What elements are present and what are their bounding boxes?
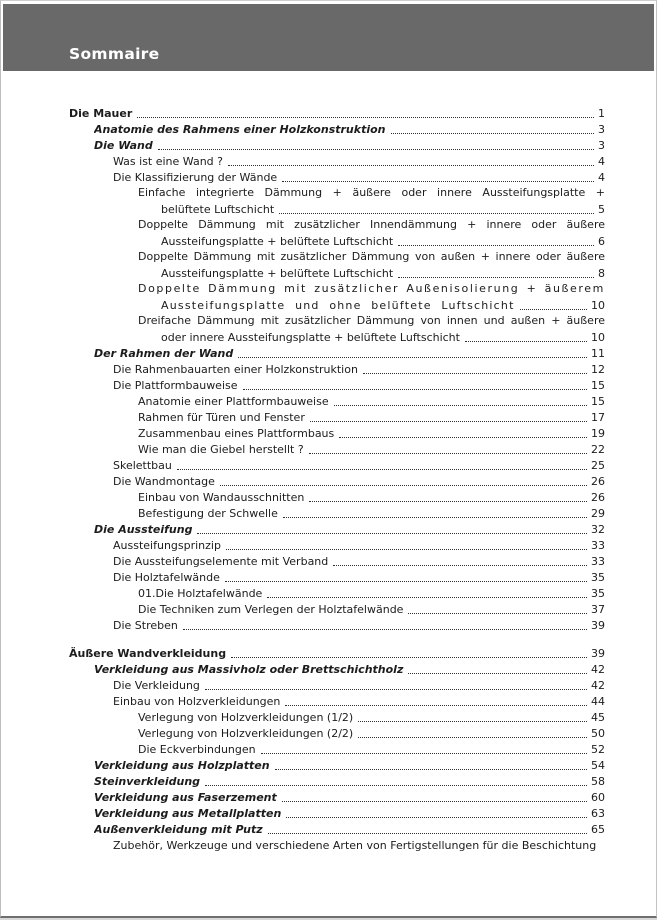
toc-page-number: 15	[591, 379, 605, 392]
toc-entry	[69, 725, 605, 741]
toc-entry-row	[94, 121, 605, 137]
toc-entry-row	[113, 837, 605, 853]
toc-entry	[69, 569, 605, 585]
toc-entry-label: Was ist eine Wand ?	[113, 155, 223, 168]
toc-entry	[69, 217, 605, 249]
toc-entry	[69, 169, 605, 185]
dot-leader	[279, 213, 594, 214]
toc-page-number: 4	[598, 155, 605, 168]
dot-leader	[334, 405, 587, 406]
toc-entry	[69, 757, 605, 773]
toc-entry-label: Äußere Wandverkleidung	[69, 647, 227, 660]
dot-leader	[137, 117, 594, 118]
toc-entry-row	[94, 789, 605, 805]
toc-entry-row	[94, 773, 605, 789]
dot-leader	[231, 657, 587, 658]
toc-entry-label: Wie man die Giebel herstellt ?	[138, 443, 304, 456]
toc-entry-row	[94, 345, 605, 361]
section-gap	[69, 633, 605, 645]
toc-entry-line2	[161, 265, 605, 281]
toc-entry-row	[138, 393, 605, 409]
toc-entry-row	[94, 661, 605, 677]
toc-entry-label: Die Streben	[113, 619, 178, 632]
dot-leader	[177, 469, 587, 470]
toc-entry	[69, 313, 605, 345]
toc-entry-row	[94, 805, 605, 821]
toc-entry-label: Verkleidung aus Faserzement	[94, 791, 277, 804]
toc-entry	[69, 805, 605, 821]
dot-leader	[391, 133, 595, 134]
dot-leader	[309, 501, 587, 502]
toc-entry-row	[69, 105, 605, 121]
toc-page-number: 19	[591, 427, 605, 440]
toc-entry-label: Verlegung von Holzverkleidungen (2/2)	[138, 727, 354, 740]
toc-entry	[69, 693, 605, 709]
toc-entry-row	[113, 377, 605, 393]
dot-leader	[358, 737, 587, 738]
dot-leader	[282, 181, 594, 182]
toc-entry	[69, 837, 605, 853]
toc-page-number: 11	[591, 347, 605, 360]
dot-leader	[286, 817, 587, 818]
toc-entry-label: oder innere Aussteifungsplatte + belüftete Luftschicht	[161, 331, 460, 344]
toc-entry-row	[113, 169, 605, 185]
toc-page-number: 39	[591, 647, 605, 660]
toc-entry-label: Skelettbau	[113, 459, 172, 472]
toc-page-number: 45	[591, 711, 605, 724]
toc-entry-label: Die Techniken zum Verlegen der Holztafelwände	[138, 603, 404, 616]
toc-entry-label: Steinverkleidung	[94, 775, 201, 788]
toc-page-number: 12	[591, 363, 605, 376]
toc-entry-row	[113, 569, 605, 585]
page-title: Sommaire	[69, 45, 160, 63]
toc-entry-row	[138, 741, 605, 757]
toc-entry-row	[94, 757, 605, 773]
toc-entry-row	[138, 409, 605, 425]
toc-entry-row	[113, 537, 605, 553]
dot-leader	[465, 341, 587, 342]
dot-leader	[333, 565, 587, 566]
dot-leader	[275, 769, 587, 770]
toc-entry-row	[138, 489, 605, 505]
toc-entry-row	[113, 617, 605, 633]
toc-entry-label: belüftete Luftschicht	[161, 203, 275, 216]
toc-entry-label: Die Verkleidung	[113, 679, 200, 692]
toc-page-number: 33	[591, 539, 605, 552]
toc-entry	[69, 553, 605, 569]
toc-entry	[69, 789, 605, 805]
dot-leader	[285, 705, 587, 706]
toc-entry-label: Aussteifungsprinzip	[113, 539, 221, 552]
toc-entry-row	[138, 425, 605, 441]
dot-leader	[183, 629, 587, 630]
dot-leader	[283, 517, 587, 518]
toc-page-number: 6	[598, 235, 605, 248]
toc-page-number: 26	[591, 475, 605, 488]
toc-entry-label: Der Rahmen der Wand	[94, 347, 234, 360]
dot-leader	[408, 613, 587, 614]
dot-leader	[520, 309, 587, 310]
toc-entry-line2	[161, 233, 605, 249]
toc-page-number: 63	[591, 807, 605, 820]
toc-entry-label: Die Rahmenbauarten einer Holzkonstruktion	[113, 363, 358, 376]
toc-entry	[69, 821, 605, 837]
dot-leader	[358, 721, 587, 722]
toc-page-number: 33	[591, 555, 605, 568]
toc-page-number: 35	[591, 587, 605, 600]
toc-entry-label: Zubehör, Werkzeuge und verschiedene Arten von Fertigstellungen für die Beschichtung	[113, 839, 597, 852]
toc-page-number: 52	[591, 743, 605, 756]
toc-page-number: 3	[598, 139, 605, 152]
toc-entry-row	[113, 361, 605, 377]
toc-entry-label: Aussteifungsplatte + belüftete Luftschicht	[161, 267, 394, 280]
toc-entry-label: Befestigung der Schwelle	[138, 507, 278, 520]
toc-page-number: 42	[591, 679, 605, 692]
toc-page-number: 10	[591, 331, 605, 344]
toc-entry	[69, 185, 605, 217]
toc-entry-label: Verkleidung aus Metallplatten	[94, 807, 282, 820]
toc-page-number: 37	[591, 603, 605, 616]
toc-entry-label: Die Aussteifungselemente mit Verband	[113, 555, 329, 568]
toc-entry-label: Die Wand	[94, 139, 153, 152]
toc-entry-label: Die Wandmontage	[113, 475, 215, 488]
toc-page-number: 54	[591, 759, 605, 772]
toc-entry-row	[138, 441, 605, 457]
toc-entry-label: Verkleidung aus Holzplatten	[94, 759, 270, 772]
toc-entry	[69, 645, 605, 661]
toc-entry-label: Aussteifungsplatte + belüftete Luftschicht	[161, 235, 394, 248]
toc-entry-label: Verkleidung aus Massivholz oder Brettschichtholz	[94, 663, 404, 676]
toc-entry-label: Einbau von Wandausschnitten	[138, 491, 305, 504]
toc-page-number: 8	[598, 267, 605, 280]
toc-entry	[69, 425, 605, 441]
toc-entry-row	[113, 473, 605, 489]
dot-leader	[408, 673, 587, 674]
toc-entry	[69, 773, 605, 789]
toc-entry	[69, 361, 605, 377]
toc-page-number: 32	[591, 523, 605, 536]
toc-entry-line1: Doppelte Dämmung mit zusätzlicher Innendämmung + innere oder äußere	[138, 218, 605, 231]
toc-entry	[69, 249, 605, 281]
toc-entry-row	[113, 153, 605, 169]
dot-leader	[225, 581, 587, 582]
toc-page-number: 5	[598, 203, 605, 216]
dot-leader	[339, 437, 587, 438]
toc-entry-label: Die Aussteifung	[94, 523, 193, 536]
toc-entry	[69, 393, 605, 409]
toc-entry-row	[113, 553, 605, 569]
toc-entry-row	[138, 585, 605, 601]
toc-entry-label: Die Plattformbauweise	[113, 379, 238, 392]
toc-page-number: 29	[591, 507, 605, 520]
toc-entry-line1: Dreifache Dämmung mit zusätzlicher Dämmung von innen und außen + äußere	[138, 314, 605, 327]
dot-leader	[243, 389, 587, 390]
toc-entry	[69, 345, 605, 361]
dot-leader	[282, 801, 587, 802]
dot-leader	[363, 373, 587, 374]
toc-entry-label: Die Klassifizierung der Wände	[113, 171, 278, 184]
toc-page-number: 26	[591, 491, 605, 504]
toc-page-number: 39	[591, 619, 605, 632]
toc-entry-line2	[161, 297, 605, 313]
dot-leader	[238, 357, 587, 358]
toc-entry	[69, 505, 605, 521]
toc-page-number: 17	[591, 411, 605, 424]
toc-entry-row	[94, 521, 605, 537]
toc-entry-label: Die Eckverbindungen	[138, 743, 256, 756]
toc-entry-row	[113, 693, 605, 709]
toc-entry	[69, 137, 605, 153]
toc-entry	[69, 121, 605, 137]
toc-entry	[69, 521, 605, 537]
dot-leader	[197, 533, 587, 534]
toc-entry-row	[94, 137, 605, 153]
toc-entry	[69, 661, 605, 677]
dot-leader	[205, 689, 587, 690]
dot-leader	[309, 453, 587, 454]
toc-page-number: 42	[591, 663, 605, 676]
toc-list	[69, 105, 605, 853]
toc-entry	[69, 709, 605, 725]
toc-entry	[69, 585, 605, 601]
toc-entry-row	[113, 677, 605, 693]
toc-page-number: 25	[591, 459, 605, 472]
toc-entry-label: Verlegung von Holzverkleidungen (1/2)	[138, 711, 354, 724]
toc-entry	[69, 153, 605, 169]
toc-page-number: 10	[591, 299, 605, 312]
toc-page-number: 58	[591, 775, 605, 788]
toc-entry-label: Außenverkleidung mit Putz	[94, 823, 263, 836]
toc-page-number: 44	[591, 695, 605, 708]
toc-page-number: 4	[598, 171, 605, 184]
sommaire-banner	[3, 4, 654, 71]
toc-entry	[69, 601, 605, 617]
toc-entry	[69, 677, 605, 693]
dot-leader	[398, 277, 594, 278]
toc-entry-label: Aussteifungsplatte und ohne belüftete Luftschicht	[161, 299, 515, 312]
toc-page-number: 60	[591, 791, 605, 804]
toc-entry-line2	[161, 201, 605, 217]
toc-entry	[69, 473, 605, 489]
toc-page-number: 3	[598, 123, 605, 136]
toc-entry-label: Rahmen für Türen und Fenster	[138, 411, 305, 424]
toc-entry	[69, 441, 605, 457]
toc-entry-line2	[161, 329, 605, 345]
dot-leader	[226, 549, 587, 550]
toc-entry	[69, 457, 605, 473]
toc-entry-line1: Einfache integrierte Dämmung + äußere oder innere Aussteifungsplatte +	[138, 186, 605, 199]
toc-page-number: 15	[591, 395, 605, 408]
dot-leader	[268, 833, 587, 834]
toc-entry-label: Anatomie des Rahmens einer Holzkonstruktion	[94, 123, 386, 136]
toc-entry-row	[113, 457, 605, 473]
toc-page-number: 50	[591, 727, 605, 740]
dot-leader	[261, 753, 587, 754]
toc-entry	[69, 409, 605, 425]
toc-entry-label: Die Holztafelwände	[113, 571, 220, 584]
toc-entry-row	[138, 709, 605, 725]
toc-page-number: 1	[598, 107, 605, 120]
toc-entry	[69, 537, 605, 553]
toc-entry	[69, 377, 605, 393]
toc-entry-label: Die Mauer	[69, 107, 133, 120]
dot-leader	[158, 149, 594, 150]
dot-leader	[220, 485, 587, 486]
dot-leader	[267, 597, 587, 598]
toc-entry	[69, 105, 605, 121]
dot-leader	[228, 165, 594, 166]
toc-entry	[69, 741, 605, 757]
toc-page-number: 35	[591, 571, 605, 584]
toc-entry-row	[138, 505, 605, 521]
toc-entry-row	[138, 725, 605, 741]
dot-leader	[310, 421, 587, 422]
dot-leader	[205, 785, 587, 786]
dot-leader	[398, 245, 594, 246]
toc-entry	[69, 281, 605, 313]
toc-entry-label: Einbau von Holzverkleidungen	[113, 695, 281, 708]
toc-page-number: 65	[591, 823, 605, 836]
toc-entry-row	[138, 601, 605, 617]
toc-entry	[69, 489, 605, 505]
toc-entry-label: Anatomie einer Plattformbauweise	[138, 395, 329, 408]
toc-entry-row	[94, 821, 605, 837]
toc-entry-label: 01.Die Holztafelwände	[138, 587, 263, 600]
toc-entry-line1: Doppelte Dämmung mit zusätzlicher Dämmung von außen + innere oder äußere	[138, 250, 605, 263]
toc-entry-row	[69, 645, 605, 661]
toc-entry	[69, 617, 605, 633]
toc-entry-line1: Doppelte Dämmung mit zusätzlicher Außenisolierung + äußerem	[138, 282, 605, 295]
toc-entry-label: Zusammenbau eines Plattformbaus	[138, 427, 335, 440]
toc-page-number: 22	[591, 443, 605, 456]
